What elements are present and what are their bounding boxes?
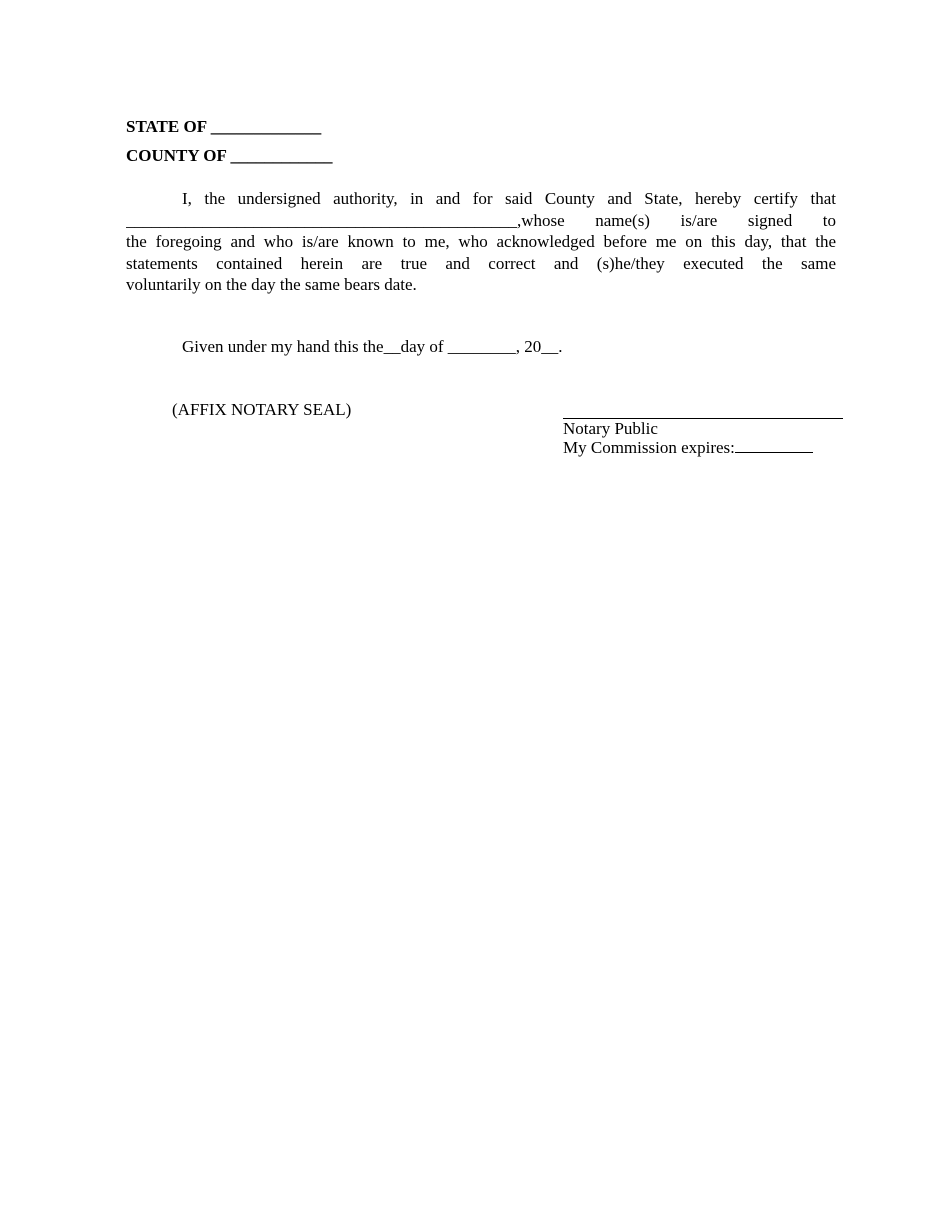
certificate-line-4: statements contained herein are true and correct and (s)he/they executed the same	[126, 253, 836, 273]
signature-line	[563, 399, 843, 419]
certificate-line-1: I, the undersigned authority, in and for said County and State, hereby certify that	[182, 189, 836, 208]
county-of-line: COUNTY OF ____________	[126, 146, 333, 165]
commission-expires-label: My Commission expires:	[563, 438, 735, 457]
certificate-line-3: the foregoing and who is/are known to me, who acknowledged before me on this day, that the	[126, 232, 836, 251]
commission-date-blank	[735, 438, 813, 453]
notary-signature-block	[563, 399, 843, 457]
certificate-paragraph	[126, 188, 836, 296]
certificate-line-2: ______________________________________________,whose name(s) is/are signed to	[126, 210, 836, 230]
state-of-line: STATE OF _____________	[126, 117, 322, 136]
certificate-line-5: voluntarily on the day the same bears date.	[126, 275, 417, 294]
given-under-hand-line: Given under my hand this the__day of ________, 20__.	[182, 337, 563, 356]
commission-expires-line	[563, 438, 843, 457]
notary-public-label: Notary Public	[563, 419, 658, 438]
notary-seal-label: (AFFIX NOTARY SEAL)	[172, 400, 352, 419]
